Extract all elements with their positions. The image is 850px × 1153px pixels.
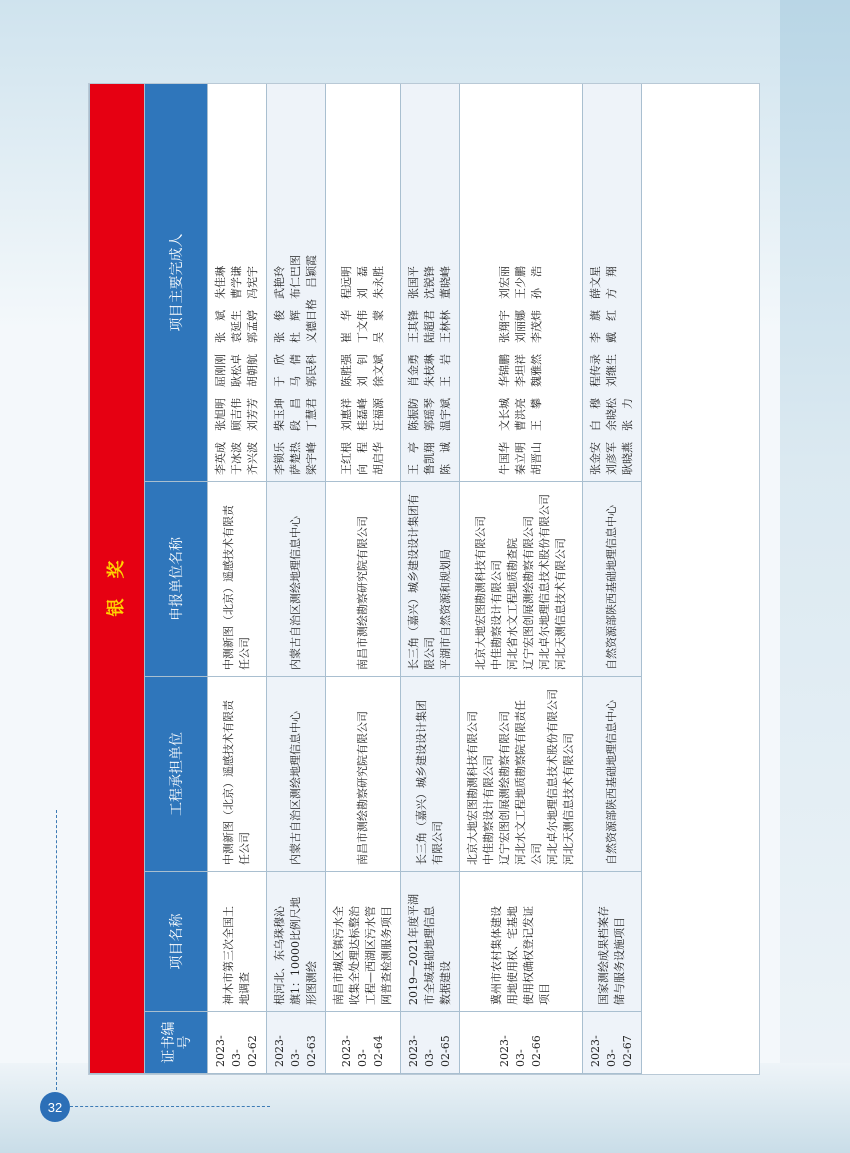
applicant-cell: 中测新图（北京）遥感技术有限责 任公司 <box>208 482 267 677</box>
award-table <box>89 83 642 1074</box>
project-cell: 根河北、东乌珠穆沁 旗1：10000比例尺地 形图测绘 <box>267 872 326 1012</box>
table-header-row <box>145 83 208 1073</box>
table-row <box>267 83 326 1073</box>
persons-cell: 李英成 张旭明 屈刚刚 张 斌 朱佳琳 于冰波 顾吉伟 耿松卓 袁延生 曹学谦 齐兴波 刘芳芳 胡朝航 郭孟婷 冯宪宇 <box>208 83 267 481</box>
persons-cell: 张金安 白 穆 程传录 李 旗 薛文星 刘彦军 余晓松 刘继生 戴 红 方 翔 耿晓燕 张 力 <box>583 83 642 481</box>
table-row <box>583 83 642 1073</box>
persons-cell: 牛国华 文长城 华锦鹏 张翔宇 刘宏丽 秦立明 曹洪亮 李坦祥 刘丽娜 王少鹏 胡晋山 王 攀 魏雅然 李茂炜 孙 浩 <box>460 83 583 481</box>
header-applicant: 申报单位名称 <box>145 482 208 677</box>
persons-cell: 李锁乐 柴玉坤 于 欣 张 俊 武艳玲 萨楚热 段 昌 马 倩 杜 辉 布仁巴图 梁宇峰 丁慧君 郭民科 义德日格 吕颖霞 <box>267 83 326 481</box>
award-banner-row <box>90 83 145 1073</box>
persons-cell: 王 亭 陈振防 肖金勇 王其锋 张国平 鲁凯翔 郭瑶琴 朱枝琳 陆超君 沈锐锋 陈 诚 温宇斌 王 岩 王林林 董晓峰 <box>401 83 460 481</box>
footer-background <box>0 1063 850 1153</box>
header-cert-no: 证书编号 <box>145 1012 208 1074</box>
award-table-area <box>88 83 760 1075</box>
header-persons: 项目主要完成人 <box>145 83 208 481</box>
project-cell: 神木市第三次全国土 地调查 <box>208 872 267 1012</box>
applicant-cell: 南昌市测绘勘察研究院有限公司 <box>326 482 401 677</box>
applicant-cell: 自然资源部陕西基础地理信息中心 <box>583 482 642 677</box>
cert-no-cell: 2023-03- 02-67 <box>583 1012 642 1074</box>
rotated-table-wrapper <box>89 84 759 1074</box>
table-row <box>326 83 401 1073</box>
project-cell: 2019—2021年度平湖 市全域基础地理信息 数据建设 <box>401 872 460 1012</box>
cert-no-cell: 2023-03- 02-64 <box>326 1012 401 1074</box>
applicant-cell: 内蒙古自治区测绘地理信息中心 <box>267 482 326 677</box>
cert-no-cell: 2023-03- 02-66 <box>460 1012 583 1074</box>
cert-no-cell: 2023-03- 02-63 <box>267 1012 326 1074</box>
table-row <box>401 83 460 1073</box>
header-project: 项目名称 <box>145 872 208 1012</box>
header-undertaker: 工程承担单位 <box>145 677 208 872</box>
dashed-line-vertical <box>56 810 57 1090</box>
undertaker-cell: 北京大地宏图勘测科技有限公司 中佳勘察设计有限公司 辽宁宏图创展测绘勘察有限公司 河北水文工程地质勘察院有限责任 公司 河北卓尔地理信息技术股份有限公司 河北天测信息技术有限公司 <box>460 677 583 872</box>
dashed-line-horizontal <box>70 1106 270 1107</box>
cert-no-cell: 2023-03- 02-62 <box>208 1012 267 1074</box>
undertaker-cell: 内蒙古自治区测绘地理信息中心 <box>267 677 326 872</box>
cert-no-cell: 2023-03- 02-65 <box>401 1012 460 1074</box>
undertaker-cell: 南昌市测绘勘察研究院有限公司 <box>326 677 401 872</box>
undertaker-cell: 中测新图（北京）遥感技术有限责 任公司 <box>208 677 267 872</box>
page-number: 32 <box>40 1092 70 1122</box>
project-cell: 南昌市城区镇污水全 收集全处理达标整治 工程—西湖区污水管 网普查检测服务项目 <box>326 872 401 1012</box>
persons-cell: 王红根 刘惠祥 陈胜强 崔 华 程远明 向 程 桂磊峰 刘 钊 丁文伟 刘 磊 胡启华 汪福源 徐文斌 吴 蒙 朱永胜 <box>326 83 401 481</box>
undertaker-cell: 自然资源部陕西基础地理信息中心 <box>583 677 642 872</box>
side-decoration <box>780 0 850 1153</box>
table-row <box>460 83 583 1073</box>
project-cell: 冀州市农村集体建设 用地使用权、宅基地 使用权确权登记发证 项目 <box>460 872 583 1012</box>
award-title: 银奖 <box>90 83 145 1073</box>
applicant-cell: 北京大地宏图勘测科技有限公司 中佳勘察设计有限公司 河北省水文工程地质勘查院 辽宁宏图创展测绘勘察有限公司 河北卓尔地理信息技术股份有限公司 河北天测信息技术有限公司 <box>460 482 583 677</box>
project-cell: 国家测绘成果档案存 储与服务设施项目 <box>583 872 642 1012</box>
undertaker-cell: 长三角（嘉兴）城乡建设设计集团 有限公司 <box>401 677 460 872</box>
table-row <box>208 83 267 1073</box>
applicant-cell: 长三角（嘉兴）城乡建设设计集团有 限公司 平湖市自然资源和规划局 <box>401 482 460 677</box>
